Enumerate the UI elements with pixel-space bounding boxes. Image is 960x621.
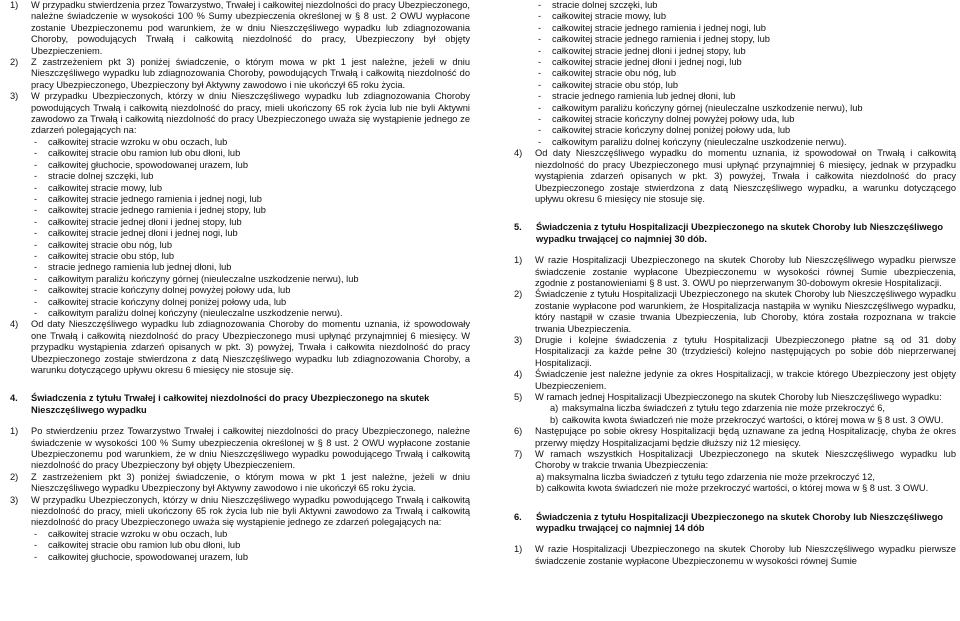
dash-list-item: - całkowitym paraliżu kończyny górnej (nieuleczalne uszkodzenie nerwu), lub	[508, 103, 956, 114]
sub-list-item	[508, 415, 956, 426]
dash-list-item: - całkowitej stracie obu ramion lub obu dłoni, lub	[4, 148, 470, 159]
list-item	[508, 255, 956, 289]
dash-list-item: - stracie jednego ramienia lub jednej dłoni, lub	[508, 91, 956, 102]
dash-list-item: - całkowitej stracie jednej dłoni i jednej stopy, lub	[4, 217, 470, 228]
item-number: 7)	[514, 449, 523, 460]
list-item	[508, 289, 956, 335]
item-text: W ramach wszystkich Hospitalizacji Ubezpieczonego na skutek Nieszczęśliwego wypadku lub Choroby w trakcie trwania Ubezpieczenia:	[535, 449, 956, 471]
dash-list-item: - całkowitej stracie jednego ramienia i jednej stopy, lub	[4, 205, 470, 216]
dash-list-item: - stracie jednego ramienia lub jednej dłoni, lub	[4, 262, 470, 273]
list-item	[4, 426, 470, 472]
dash-list-item: - całkowitej stracie obu stóp, lub	[4, 251, 470, 262]
item-text: W ramach jednej Hospitalizacji Ubezpieczonego na skutek Choroby lub Nieszczęśliwego wypadku:	[535, 392, 942, 402]
dash-list-item: - całkowitej stracie kończyny dolnej poniżej połowy uda, lub	[4, 297, 470, 308]
item-text: W przypadku Ubezpieczonych, którzy w dniu Nieszczęśliwego wypadku lub zdiagnozowania Choroby powodujących Trwałą i całkowitą niezdolność do pracy, mieli ukończony 65 rok życia lub nie byli Aktywni zawodowo za Trwałą i całkowitą niezdolność do pracy Ubezpieczonego uważa się wystąpienie jednego ze zdarzeń polegających na:	[31, 91, 470, 136]
list-item	[4, 0, 470, 57]
sub-list-item	[508, 403, 956, 414]
dash-list-item: - całkowitej stracie wzroku w obu oczach, lub	[4, 529, 470, 540]
dash-list-item: - całkowitej głuchocie, spowodowanej urazem, lub	[4, 552, 470, 563]
dash-list-item: - całkowitej stracie jednego ramienia i jednej nogi, lub	[508, 23, 956, 34]
left-column	[4, 0, 470, 563]
item-text: Następujące po sobie okresy Hospitalizacji będą uznawane za jedną Hospitalizację, chyba że okres przerwy między Hospitalizacjami będzie dłuższy niż 12 miesięcy.	[535, 426, 956, 448]
item-text: W razie Hospitalizacji Ubezpieczonego na skutek Choroby lub Nieszczęśliwego wypadku pierwsze świadczenie zostanie wypłacone Ubezpieczonemu w wysokości równej Sumie ubezpieczenia, zgodnie z postanowieniami § 8 ust. 3. OWU po nieprzerwanym 30-dobowym okresie Hospitalizacji.	[535, 255, 956, 288]
list-item	[508, 369, 956, 392]
item-number: 1)	[514, 255, 523, 266]
list-item	[508, 426, 956, 449]
item-number: 1)	[514, 544, 523, 555]
item-number: 3)	[10, 494, 19, 505]
dash-list-item: - całkowitym paraliżu dolnej kończyny (nieuleczalne uszkodzenie nerwu).	[508, 137, 956, 148]
sub-item-label: a)	[550, 403, 559, 414]
item-text: Z zastrzeżeniem pkt 3) poniżej świadczenie, o którym mowa w pkt 1 jest należne, jeżeli w dniu Nieszczęśliwego wypadku lub zdiagnozowania Choroby, powodujących Trwałą i całkowitą niezdolność do pracy Ubezpieczonego, Ubezpieczony był Aktywny zawodowo i nie ukończył 65 roku życia.	[31, 57, 470, 90]
sub-list-item: a) maksymalna liczba świadczeń z tytułu tego zdarzenia nie może przekroczyć 12,	[536, 471, 875, 482]
section-title: Świadczenia z tytułu Trwałej i całkowitej niezdolności do pracy Ubezpieczonego na skutek Nieszczęśliwego wypadku	[31, 393, 430, 415]
item-text: W razie Hospitalizacji Ubezpieczonego na skutek Choroby lub Nieszczęśliwego wypadku pierwsze świadczenie zostanie wypłacone Ubezpieczonemu w wysokości równej Sumie	[535, 544, 956, 566]
item-number: 3)	[514, 334, 523, 345]
section-5-heading	[508, 222, 956, 245]
item-text: W przypadku stwierdzenia przez Towarzystwo, Trwałej i całkowitej niezdolności do pracy Ubezpieczonego, należne świadczenie w wysokości 100 % Sumy ubezpieczenia określonej w § 8 ust. 2 OWU wypłacone zostanie Ubezpieczonemu pod warunkiem, że w dniu Nieszczęśliwego wypadku lub zdiagnozowania Choroby, powodujących Trwałą i całkowitą niezdolność do pracy, Ubezpieczony był objęty Ubezpieczeniem.	[31, 0, 470, 56]
list-item	[508, 449, 956, 472]
item-number: 1)	[10, 0, 19, 10]
list-item	[4, 495, 470, 529]
item-number: 3)	[10, 91, 19, 102]
dash-list-item: - całkowitej stracie mowy, lub	[508, 11, 956, 22]
section-4-heading	[4, 393, 470, 416]
item-number: 6)	[514, 426, 523, 437]
dash-list-item: - całkowitej stracie kończyny dolnej powyżej połowy uda, lub	[508, 114, 956, 125]
section-number: 4.	[10, 393, 18, 404]
dash-list-item: - całkowitej stracie jednego ramienia i jednej nogi, lub	[4, 194, 470, 205]
item-number: 5)	[514, 392, 523, 402]
dash-list-item: - całkowitej głuchocie, spowodowanej urazem, lub	[4, 160, 470, 171]
dash-list-item: - całkowitej stracie jednej dłoni i jednej nogi, lub	[508, 57, 956, 68]
dash-list-item: - całkowitej stracie jednego ramienia i jednej stopy, lub	[508, 34, 956, 45]
list-item	[4, 57, 470, 91]
item-text: Z zastrzeżeniem pkt 3) poniżej świadczenie, o którym mowa w pkt 1 jest należne, jeżeli w dniu Nieszczęśliwego wypadku Ubezpieczony był Aktywny zawodowo i nie ukończył 65 roku życia.	[31, 471, 470, 494]
item-text: Świadczenie jest należne jedynie za okres Hospitalizacji, w trakcie którego Ubezpieczony jest objęty Ubezpieczeniem.	[535, 369, 956, 391]
list-item	[508, 392, 956, 403]
dash-list-item: - całkowitej stracie obu stóp, lub	[508, 80, 956, 91]
item-number: 4)	[514, 148, 523, 159]
sub-list-item: b) całkowita kwota świadczeń nie może przekroczyć wartości, o której mowa w § 8 ust. 3 OWU.	[536, 483, 929, 494]
item-number: 2)	[10, 471, 19, 482]
list-item	[4, 91, 470, 137]
list-item	[508, 148, 956, 205]
dash-list-item: - całkowitej stracie kończyny dolnej powyżej połowy uda, lub	[4, 285, 470, 296]
dash-list-item: - całkowitej stracie jednej dłoni i jednej nogi, lub	[4, 228, 470, 239]
dash-list-item: - całkowitej stracie obu ramion lub obu dłoni, lub	[4, 540, 470, 551]
dash-list-item: - całkowitej stracie wzroku w obu oczach, lub	[4, 137, 470, 148]
list-item	[508, 544, 956, 567]
section-number: 5.	[514, 222, 522, 233]
list-item	[4, 319, 470, 376]
dash-list-item: - całkowitym paraliżu dolnej kończyny (nieuleczalne uszkodzenie nerwu).	[4, 308, 470, 319]
item-number: 2)	[514, 289, 523, 300]
list-item	[4, 472, 470, 495]
dash-list-item: - stracie dolnej szczęki, lub	[4, 171, 470, 182]
section-title: Świadczenia z tytułu Hospitalizacji Ubezpieczonego na skutek Choroby lub Nieszczęśliwego wypadku trwającej co najmniej 14 dób	[536, 511, 944, 534]
item-text: Od daty Nieszczęśliwego wypadku lub zdiagnozowania Choroby do momentu uznania, iż spowodowały one Trwałą i całkowitą niezdolność do pracy Ubezpieczonego musi upłynąć przynajmniej 6 miesięcy. W przypadku wystąpienia zdarzeń opisanych w pkt. 3) powyżej, Trwała i całkowita niezdolność do pracy Ubezpieczonego zostaje stwierdzona z datą Nieszczęśliwego wypadku lub zdiagnozowania Choroby, a warunku dotyczącego upływu okresu 6 miesięcy nie stosuje się.	[31, 319, 470, 375]
right-column	[508, 0, 956, 567]
list-item	[508, 335, 956, 369]
item-text: Po stwierdzeniu przez Towarzystwo Trwałej i całkowitej niezdolności do pracy Ubezpieczonego, należne świadczenie w wysokości 100 % Sumy ubezpieczenia określonej w § 8 ust. 2 OWU wypłacone zostanie Ubezpieczonemu pod warunkiem, że w dniu Nieszczęśliwego wypadku powodującego Trwałą i całkowitą niezdolność do pracy Ubezpieczony był objęty Ubezpieczeniem.	[31, 426, 470, 471]
item-text: Drugie i kolejne świadczenia z tytułu Hospitalizacji Ubezpieczonego płatne są od 31 doby Hospitalizacji za każde pełne 30 (trzydzieści) kolejno następujących po sobie dób nieprzerwanej Hospitalizacji.	[535, 334, 956, 368]
dash-list-item: - stracie dolnej szczęki, lub	[508, 0, 956, 11]
section-6-heading	[508, 512, 956, 535]
item-number: 2)	[10, 57, 19, 68]
dash-list-item: - całkowitej stracie jednej dłoni i jednej stopy, lub	[508, 46, 956, 57]
dash-list-item: - całkowitej stracie obu nóg, lub	[508, 68, 956, 79]
dash-list-item: - całkowitej stracie kończyny dolnej poniżej połowy uda, lub	[508, 125, 956, 136]
item-number: 4)	[10, 319, 19, 330]
section-title: Świadczenia z tytułu Hospitalizacji Ubezpieczonego na skutek Choroby lub Nieszczęśliwego wypadku trwającej co najmniej 30 dób.	[536, 222, 944, 244]
item-text: Świadczenie z tytułu Hospitalizacji Ubezpieczonego na skutek Choroby lub Nieszczęśliwego wypadku zostanie wypłacone pod warunkiem, że Hospitalizacja nastąpiła w wyniku Nieszczęśliwego wypadku, który nastąpił w czasie trwania Ubezpieczenia, lub Choroby, która została rozpoznana w trakcie trwania Ubezpieczenia.	[535, 289, 956, 334]
item-text: Od daty Nieszczęśliwego wypadku do momentu uznania, iż spowodował on Trwałą i całkowitą niezdolność do pracy Ubezpieczonego musi upłynąć przynajmniej 6 miesięcy, jednak w przypadku wystąpienia zdarzeń opisanych w pkt. 3) powyżej, Trwała i całkowita niezdolność do pracy Ubezpieczonego zostaje stwierdzona z datą Nieszczęśliwego wypadku, a warunku dotyczącego upływu okresu 6 miesięcy nie stosuje się.	[535, 148, 956, 204]
sub-item-label: b)	[550, 414, 559, 425]
item-text: W przypadku Ubezpieczonych, którzy w dniu Nieszczęśliwego wypadku powodującego Trwałą i całkowitą niezdolność do pracy, mieli ukończony 65 rok życia lub nie byli Aktywni zawodowo za Trwałą i całkowitą niezdolność do pracy Ubezpieczonego uważa się wystąpienie jednego ze zdarzeń polegających na:	[31, 494, 470, 528]
section-number: 6.	[514, 511, 522, 522]
dash-list-item: - całkowitej stracie mowy, lub	[4, 183, 470, 194]
sub-item-text: maksymalna liczba świadczeń z tytułu tego zdarzenia nie może przekroczyć 6,	[562, 403, 885, 414]
sub-item-text: całkowita kwota świadczeń nie może przekroczyć wartości, o której mowa w § 8 ust. 3 OWU.	[562, 414, 944, 425]
item-number: 4)	[514, 369, 523, 380]
dash-list-item: - całkowitym paraliżu kończyny górnej (nieuleczalne uszkodzenie nerwu), lub	[4, 274, 470, 285]
item-number: 1)	[10, 426, 19, 437]
dash-list-item: - całkowitej stracie obu nóg, lub	[4, 240, 470, 251]
